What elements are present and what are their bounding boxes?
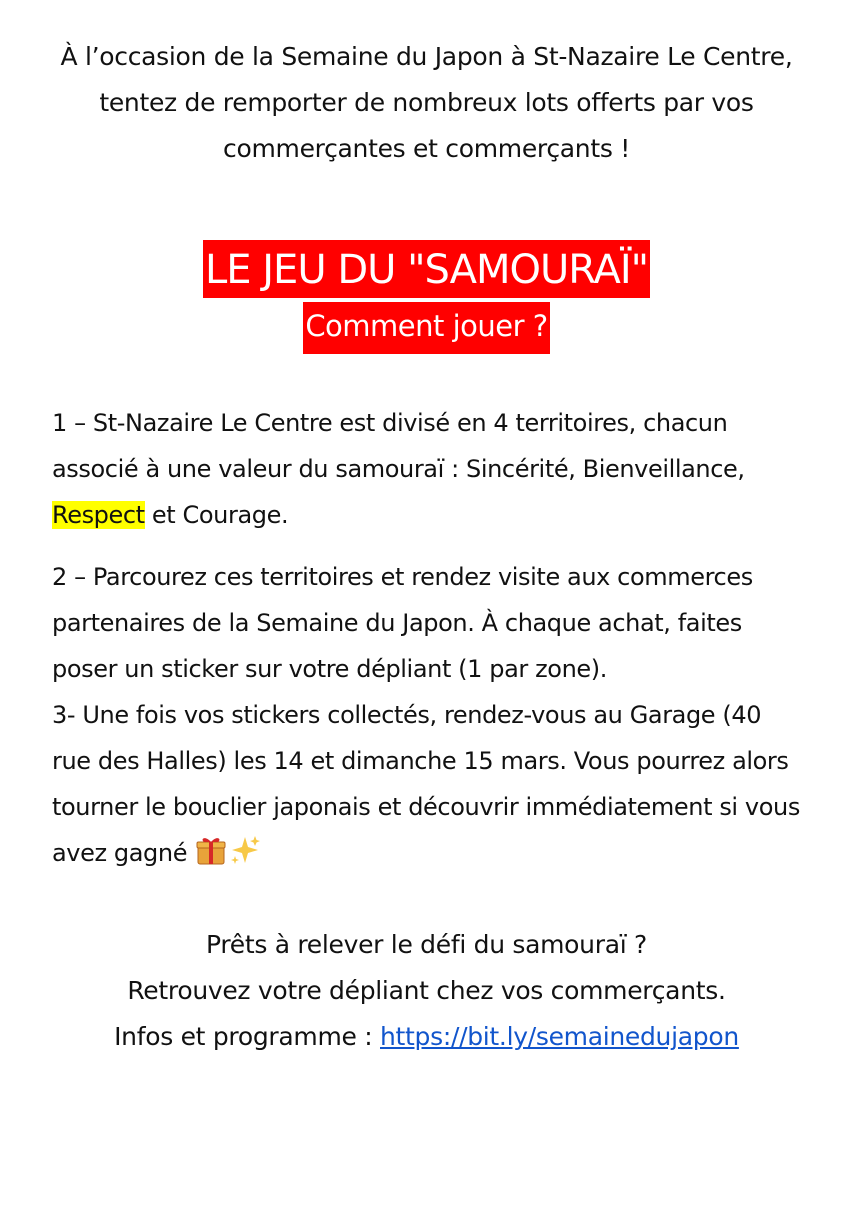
how-to-play-heading: Comment jouer ? <box>303 302 549 354</box>
step-1 <box>52 400 812 538</box>
sparkles-icon <box>228 833 262 867</box>
step-2 <box>52 554 812 692</box>
respect-highlight: Respect <box>52 501 145 529</box>
step-line: poser un sticker sur votre dépliant (1 par zone). <box>52 655 607 683</box>
step-line <box>52 492 812 538</box>
step-gap <box>52 538 812 554</box>
intro-line: tentez de remporter de nombreux lots offerts par vos <box>99 88 754 117</box>
steps-list <box>52 400 812 876</box>
intro-line: À l’occasion de la Semaine du Japon à St-Nazaire Le Centre, <box>60 42 793 71</box>
step-line: partenaires de la Semaine du Japon. À chaque achat, faites <box>52 609 742 637</box>
intro-line: commerçantes et commerçants ! <box>223 134 630 163</box>
step-line: 3- Une fois vos stickers collectés, rendez-vous au Garage (40 <box>52 701 762 729</box>
game-title: LE JEU DU "SAMOURAÏ" <box>203 240 650 298</box>
step-line: associé à une valeur du samouraï : Sincérité, Bienveillance, <box>52 455 745 483</box>
step-line: tourner le bouclier japonais et découvrir immédiatement si vous <box>52 793 800 821</box>
step-3 <box>52 692 812 876</box>
intro-paragraph <box>40 34 813 172</box>
outro-line: Retrouvez votre dépliant chez vos commerçants. <box>127 976 726 1005</box>
step-line: 2 – Parcourez ces territoires et rendez visite aux commerces <box>52 563 753 591</box>
step-line: 1 – St-Nazaire Le Centre est divisé en 4 territoires, chacun <box>52 409 728 437</box>
step-line <box>52 830 812 876</box>
step-line-rest: et Courage. <box>144 501 289 529</box>
title-block <box>0 240 853 354</box>
info-label: Infos et programme : <box>114 1022 380 1051</box>
outro-line <box>40 1014 813 1060</box>
step-line-text: avez gagné <box>52 839 195 867</box>
step-line: rue des Halles) les 14 et dimanche 15 mars. Vous pourrez alors <box>52 747 789 775</box>
program-link[interactable]: https://bit.ly/semainedujapon <box>380 1022 739 1051</box>
gift-icon <box>194 833 228 867</box>
outro-paragraph <box>40 922 813 1060</box>
outro-line: Prêts à relever le défi du samouraï ? <box>205 930 647 959</box>
